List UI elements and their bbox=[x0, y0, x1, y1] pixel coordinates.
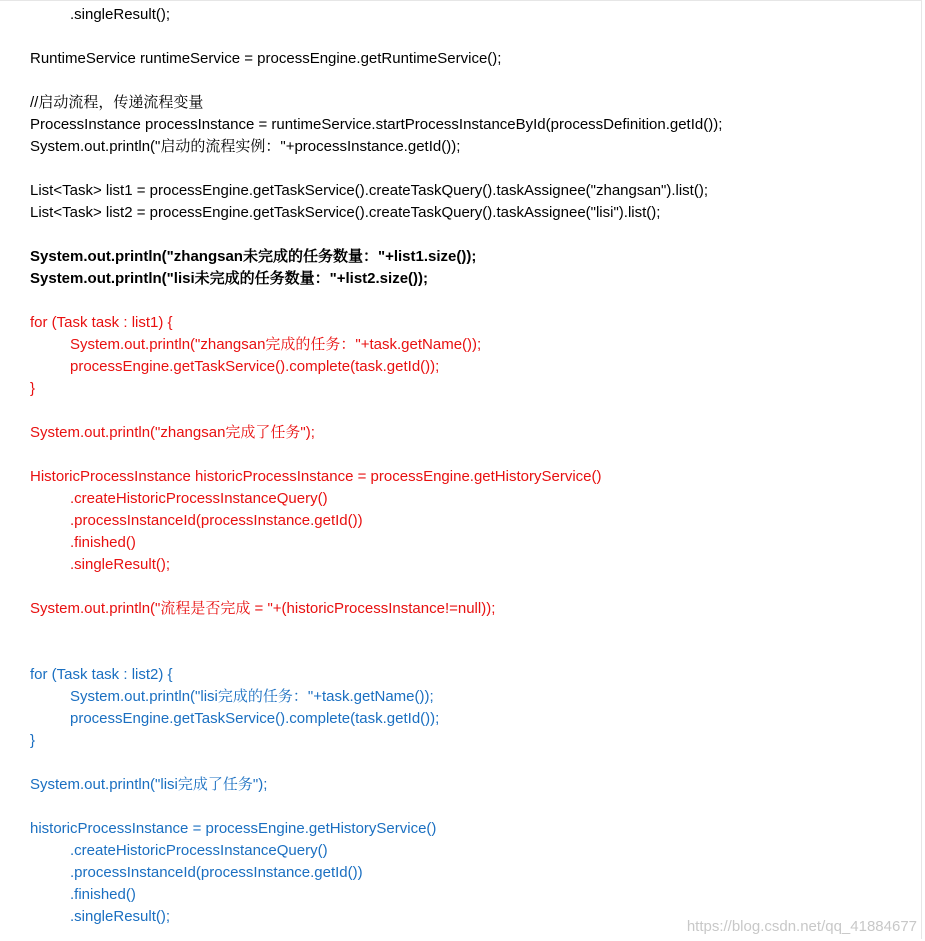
code-line: List<Task> list2 = processEngine.getTaskService().createTaskQuery().taskAssignee("lisi").list(); bbox=[30, 204, 661, 221]
code-line-bold: System.out.println("zhangsan未完成的任务数量："+list1.size()); bbox=[30, 248, 477, 265]
code-line: List<Task> list1 = processEngine.getTaskService().createTaskQuery().taskAssignee("zhangsan").list(); bbox=[30, 182, 709, 199]
code-line bbox=[30, 26, 722, 48]
code-line bbox=[30, 400, 722, 422]
code-line: ProcessInstance processInstance = runtimeService.startProcessInstanceById(processDefinition.getId()); bbox=[30, 116, 723, 133]
code-line-red: System.out.println("zhangsan完成了任务"); bbox=[30, 424, 315, 441]
code-line: RuntimeService runtimeService = processEngine.getRuntimeService(); bbox=[30, 50, 502, 67]
code-line: .singleResult(); bbox=[70, 6, 171, 23]
code-line-red: System.out.println("zhangsan完成的任务："+task.getName()); bbox=[70, 336, 482, 353]
code-line-blue: processEngine.getTaskService().complete(task.getId()); bbox=[70, 710, 440, 727]
code-line bbox=[30, 224, 722, 246]
code-line bbox=[30, 620, 722, 642]
code-line-bold: System.out.println("lisi未完成的任务数量："+list2.size()); bbox=[30, 270, 429, 287]
code-line-blue: } bbox=[30, 732, 36, 749]
code-line-blue: for (Task task : list2) { bbox=[30, 666, 173, 683]
code-line-blue: System.out.println("lisi完成的任务："+task.getName()); bbox=[70, 688, 434, 705]
code-line-red: .finished() bbox=[70, 534, 136, 551]
code-block bbox=[30, 4, 722, 928]
code-line-red: for (Task task : list1) { bbox=[30, 314, 173, 331]
code-line-red: .singleResult(); bbox=[70, 556, 171, 573]
code-line-red: System.out.println("流程是否完成 = "+(historicProcessInstance!=null)); bbox=[30, 600, 496, 617]
code-line bbox=[30, 290, 722, 312]
code-line bbox=[30, 796, 722, 818]
code-line bbox=[30, 158, 722, 180]
code-line-red: .processInstanceId(processInstance.getId()) bbox=[70, 512, 363, 529]
code-line-red: processEngine.getTaskService().complete(task.getId()); bbox=[70, 358, 440, 375]
code-line bbox=[30, 576, 722, 598]
code-line-blue: .createHistoricProcessInstanceQuery() bbox=[70, 842, 328, 859]
code-line bbox=[30, 70, 722, 92]
code-line-blue: System.out.println("lisi完成了任务"); bbox=[30, 776, 268, 793]
code-line-red: } bbox=[30, 380, 36, 397]
code-line-blue: historicProcessInstance = processEngine.getHistoryService() bbox=[30, 820, 437, 837]
code-line-blue: .processInstanceId(processInstance.getId()) bbox=[70, 864, 363, 881]
code-line bbox=[30, 444, 722, 466]
code-comment: //启动流程，传递流程变量 bbox=[30, 94, 204, 111]
code-line-blue: .singleResult(); bbox=[70, 908, 171, 925]
code-line-blue: .finished() bbox=[70, 886, 136, 903]
watermark: https://blog.csdn.net/qq_41884677 bbox=[686, 918, 917, 935]
code-line bbox=[30, 752, 722, 774]
code-line-red: HistoricProcessInstance historicProcessInstance = processEngine.getHistoryService() bbox=[30, 468, 602, 485]
code-line bbox=[30, 642, 722, 664]
code-line: System.out.println("启动的流程实例："+processInstance.getId()); bbox=[30, 138, 461, 155]
code-line-red: .createHistoricProcessInstanceQuery() bbox=[70, 490, 328, 507]
